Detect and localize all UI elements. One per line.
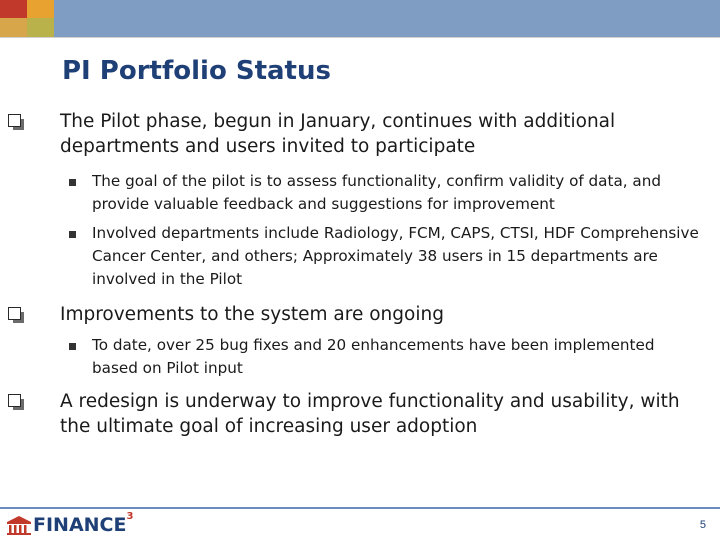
square-bullet-icon [69,343,76,350]
banner-square-olive [27,18,54,37]
sub-bullet-item [92,222,702,291]
bullet-text: Improvements to the system are ongoing [60,304,444,325]
bullet-item [60,389,680,439]
sub-bullet-text: Involved departments include Radiology, FCM, CAPS, CTSI, HDF Comprehensive Cancer Center, and others; Approximately 38 users in 15 departments are involved in the Pilot [92,224,699,288]
building-icon [6,514,32,536]
sub-bullet-item [92,334,702,380]
banner-divider [0,37,720,38]
checkbox-bullet-icon [8,114,21,127]
footer-divider [0,507,720,509]
sub-bullet-text: To date, over 25 bug fixes and 20 enhancements have been implemented based on Pilot input [92,336,655,377]
checkbox-bullet-icon [8,394,21,407]
bullet-item [60,109,680,159]
logo-text: FINANCE [33,514,127,536]
top-banner [0,0,720,37]
bullet-item [60,302,680,327]
banner-square-gold [0,18,27,37]
checkbox-bullet-icon [8,307,21,320]
sub-bullet-item [92,170,702,216]
slide-title: PI Portfolio Status [62,56,331,86]
bullet-text: A redesign is underway to improve functionality and usability, with the ultimate goal of increasing user adoption [60,391,680,437]
sub-bullet-text: The goal of the pilot is to assess functionality, confirm validity of data, and provide valuable feedback and suggestions for improvement [92,172,661,213]
page-number: 5 [699,519,706,531]
square-bullet-icon [69,179,76,186]
logo-superscript: 3 [126,510,134,522]
square-bullet-icon [69,231,76,238]
bullet-text: The Pilot phase, begun in January, continues with additional departments and users invited to participate [60,111,616,157]
finance3-logo [6,510,134,537]
